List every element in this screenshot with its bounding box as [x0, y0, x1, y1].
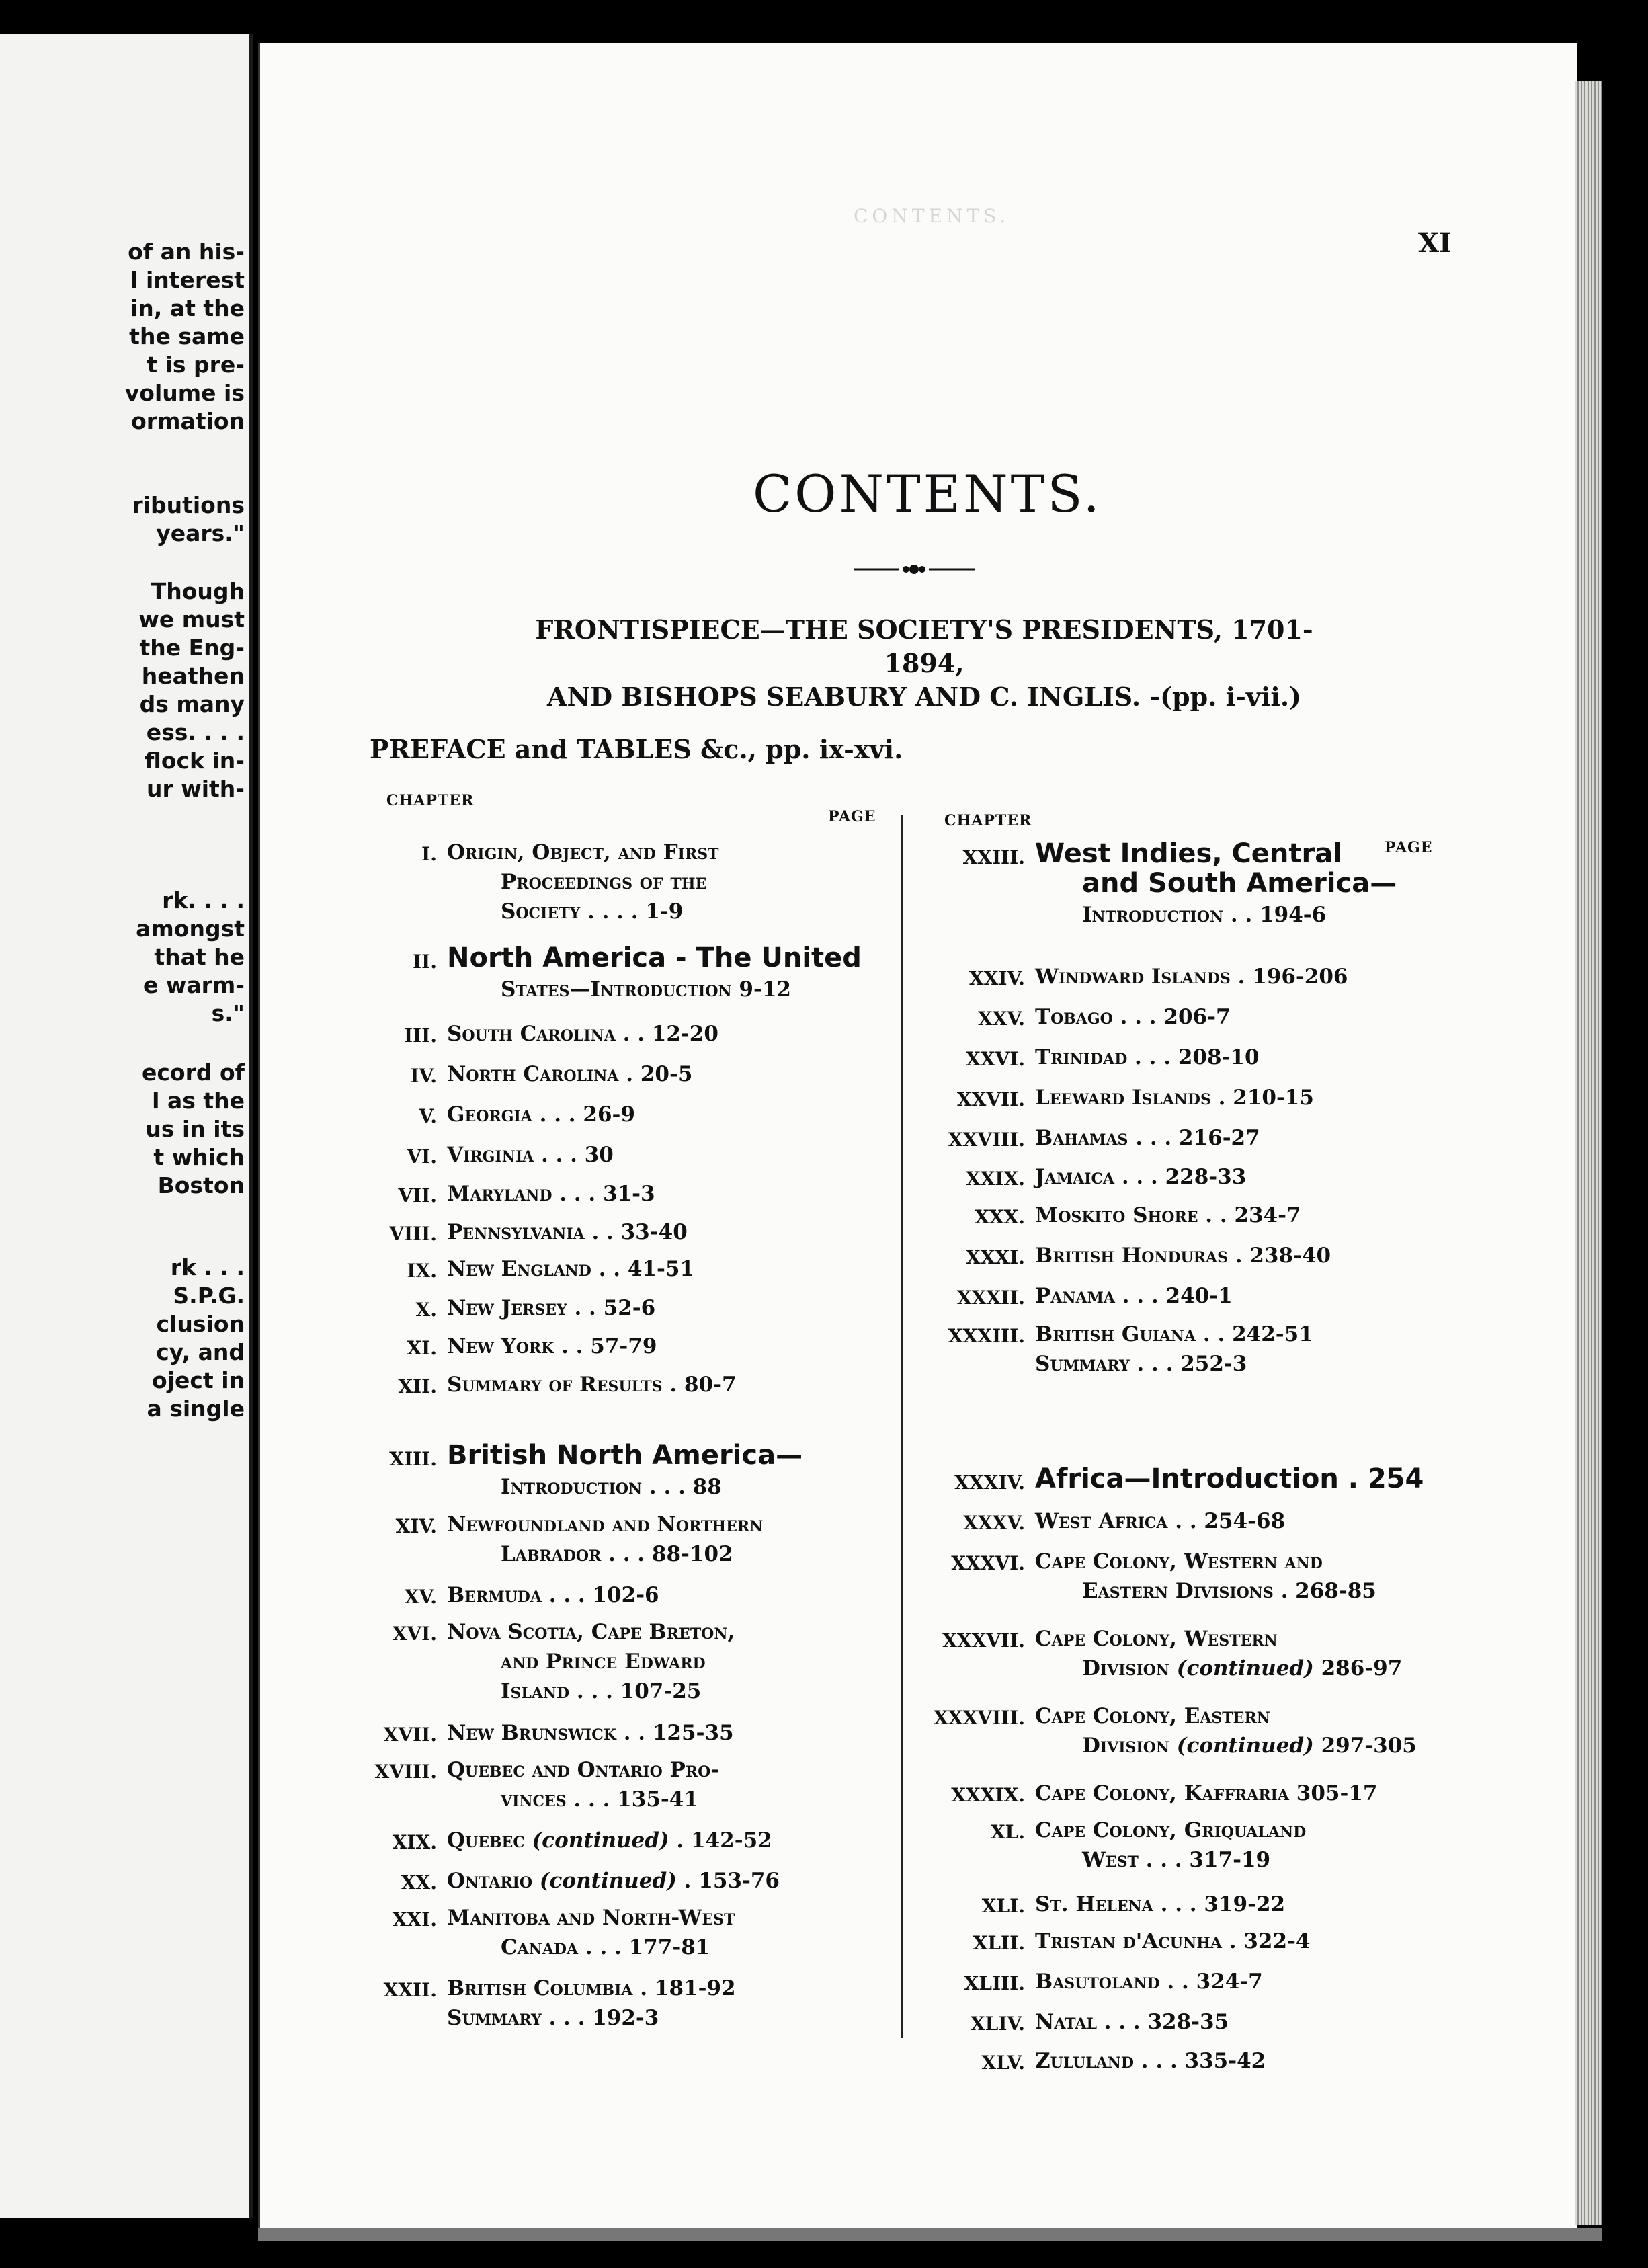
prev-line: we must — [138, 606, 245, 633]
chapter-number: VI. — [407, 1145, 437, 1168]
chapter-title-line: North America - The United — [447, 942, 862, 973]
chapter-number: XXXVII. — [942, 1629, 1025, 1652]
chapter-title-line: Introduction . . 194-6 — [1082, 903, 1327, 927]
chapter-number: XVI. — [392, 1623, 437, 1645]
page-label-right: PAGE — [1385, 839, 1433, 856]
chapter-number: XXI. — [392, 1908, 437, 1931]
prev-line: heathen — [141, 663, 245, 689]
prev-line: t which — [153, 1144, 245, 1170]
chapter-number: XXVIII. — [948, 1129, 1025, 1151]
chapter-title-line: Society . . . . 1-9 — [501, 899, 684, 924]
chapter-number: XXXV. — [963, 1512, 1025, 1534]
chapter-number: XXIV. — [969, 967, 1025, 989]
chapter-number: XXIII. — [962, 846, 1025, 868]
chapter-title-line: Manitoba and North-West — [447, 1906, 735, 1930]
chapter-number: IV. — [410, 1065, 437, 1087]
chapter-title-line: British North America— — [447, 1440, 803, 1471]
chapter-number: XIV. — [395, 1515, 437, 1537]
chapter-number: XLIV. — [970, 2013, 1025, 2035]
chapter-title-line: Basutoland . . 324-7 — [1035, 1970, 1263, 1994]
chapter-number: XIX. — [392, 1831, 437, 1853]
chapter-title-line: Division (continued) 286-97 — [1082, 1656, 1403, 1680]
chapter-title-line: North Carolina . 20-5 — [447, 1062, 693, 1086]
chapter-number: XXV. — [977, 1008, 1025, 1030]
chapter-number: X. — [415, 1299, 437, 1321]
chapter-number: XL. — [990, 1821, 1025, 1843]
chapter-number: XXXI. — [965, 1246, 1025, 1268]
chapter-number: V. — [419, 1105, 437, 1127]
chapter-title-line: Canada . . . 177-81 — [501, 1935, 710, 1959]
chapter-title-line: West Africa . . 254-68 — [1035, 1509, 1286, 1533]
chapter-number: XV. — [404, 1586, 437, 1608]
chapter-title-line: Bahamas . . . 216-27 — [1035, 1126, 1260, 1150]
prev-line: us in its — [145, 1116, 245, 1142]
chapter-title-line: British Honduras . 238-40 — [1035, 1244, 1331, 1268]
chapter-number: XXVII. — [956, 1088, 1025, 1110]
frontispiece-line: FRONTISPIECE—THE SOCIETY'S PRESIDENTS, 1701-1894, — [535, 614, 1313, 678]
chapter-title-line: Moskito Shore . . 234-7 — [1035, 1203, 1301, 1227]
page-title: CONTENTS. — [753, 464, 1102, 524]
chapter-number: XXXVI. — [951, 1552, 1025, 1574]
chapter-title-line: Panama . . . 240-1 — [1035, 1284, 1233, 1308]
prev-line: l as the — [152, 1088, 245, 1114]
chapter-number: III. — [403, 1024, 437, 1047]
frontispiece-line: AND BISHOPS SEABURY AND C. INGLIS. -(pp. i-vii.) — [546, 682, 1302, 712]
frontispiece-heading — [497, 613, 1351, 714]
chapter-title-line: Windward Islands . 196-206 — [1035, 965, 1348, 989]
prev-line: rk. . . . — [162, 887, 245, 914]
chapter-title-line: Ontario (continued) . 153-76 — [447, 1869, 780, 1893]
chapter-title-line: West . . . 317-19 — [1082, 1848, 1271, 1872]
chapter-title-line: vinces . . . 135-41 — [501, 1787, 698, 1812]
prev-line: the same — [129, 323, 245, 350]
chapter-title-line: Eastern Divisions . 268-85 — [1082, 1579, 1376, 1603]
chapter-number: XXXVIII. — [934, 1707, 1025, 1729]
chapter-title-line: Natal . . . 328-35 — [1035, 2010, 1229, 2034]
chapter-title-line: Labrador . . . 88-102 — [501, 1542, 733, 1566]
prev-line: Though — [151, 578, 245, 604]
chapter-title-line: New Jersey . . 52-6 — [447, 1296, 656, 1320]
prev-line: flock in- — [145, 747, 245, 774]
continued-italic: (continued) — [539, 1869, 677, 1893]
chapter-number: XLI. — [981, 1895, 1025, 1917]
chapter-number: XXXIX. — [951, 1784, 1025, 1806]
chapter-title-line: Africa—Introduction . 254 — [1035, 1463, 1424, 1494]
chapter-number: XXVI. — [965, 1048, 1025, 1070]
chapter-title-line: Cape Colony, Western and — [1035, 1549, 1323, 1574]
chapter-title-line: Pennsylvania . . 33-40 — [447, 1220, 688, 1244]
chapter-title-line: Jamaica . . . 228-33 — [1035, 1165, 1247, 1189]
chapter-title-line: Division (continued) 297-305 — [1082, 1734, 1417, 1758]
prev-line: ributions — [132, 492, 245, 518]
chapter-number: XXXII. — [956, 1287, 1025, 1309]
previous-page — [0, 34, 253, 2218]
chapter-title-line: Summary . . . 192-3 — [447, 2006, 659, 2030]
chapter-title-line: South Carolina . . 12-20 — [447, 1022, 718, 1046]
page-number: XI — [1418, 227, 1452, 259]
chapter-title-line: Bermuda . . . 102-6 — [447, 1583, 659, 1607]
chapter-title-line: Tristan d'Acunha . 322-4 — [1035, 1929, 1311, 1953]
chapter-label-right: CHAPTER — [944, 812, 1032, 829]
prev-line: ur with- — [146, 776, 245, 802]
prev-line: s." — [211, 1000, 245, 1026]
prev-line: the Eng- — [139, 635, 245, 661]
continued-italic: (continued) — [532, 1828, 669, 1853]
prev-line: in, at the — [130, 295, 245, 321]
chapter-number: II. — [413, 950, 437, 973]
chapter-number: XIII. — [389, 1448, 437, 1470]
chapter-title-line: New York . . 57-79 — [447, 1334, 657, 1359]
chapter-title-line: Virginia . . . 30 — [447, 1143, 614, 1167]
chapter-number: XX. — [401, 1871, 437, 1894]
prev-line: e warm- — [143, 972, 245, 998]
chapter-number: XLII. — [973, 1932, 1025, 1954]
chapter-title-line: Proceedings of the — [501, 870, 707, 894]
chapter-title-line: Newfoundland and Northern — [447, 1512, 764, 1537]
preface-line: PREFACE and TABLES &c., pp. ix-xvi. — [370, 734, 903, 764]
continued-italic: (continued) — [1176, 1734, 1314, 1758]
prev-line: t is pre- — [147, 352, 245, 378]
prev-line: a single — [147, 1395, 245, 1422]
prev-line: ess. . . . — [146, 719, 245, 745]
chapter-title-line: Leeward Islands . 210-15 — [1035, 1086, 1314, 1110]
chapter-number: XLV. — [981, 2052, 1025, 2074]
prev-line: Boston — [157, 1172, 245, 1199]
prev-line: clusion — [156, 1311, 245, 1337]
chapter-number: XI. — [407, 1337, 437, 1359]
chapter-title-line: Cape Colony, Kaffraria 305-17 — [1035, 1781, 1378, 1806]
prev-line: amongst — [136, 916, 245, 942]
chapter-label-left: CHAPTER — [386, 792, 475, 809]
prev-line: volume is — [124, 380, 245, 406]
chapter-number: VIII. — [389, 1223, 437, 1245]
prev-line: l interest — [130, 267, 245, 293]
chapter-title-line: Tobago . . . 206-7 — [1035, 1005, 1231, 1029]
ornament-divider — [854, 561, 975, 577]
chapter-title-line: Summary . . . 252-3 — [1035, 1352, 1247, 1376]
column-divider — [901, 815, 903, 2038]
prev-line: that he — [154, 944, 245, 970]
chapter-title-line: and South America— — [1082, 868, 1397, 899]
prev-line: years." — [156, 520, 245, 546]
chapter-number: VII. — [398, 1184, 437, 1207]
chapter-number: I. — [421, 843, 437, 865]
chapter-number: IX. — [407, 1260, 437, 1282]
prev-line: ds many — [139, 691, 245, 717]
prev-line: ormation — [131, 408, 245, 434]
prev-line: S.P.G. — [173, 1283, 245, 1309]
page-edge — [1575, 81, 1602, 2225]
chapter-number: XVII. — [383, 1724, 437, 1746]
chapter-number: XVIII. — [374, 1760, 437, 1783]
chapter-title-line: Trinidad . . . 208-10 — [1035, 1045, 1260, 1069]
prev-line: oject in — [152, 1367, 245, 1393]
chapter-title-line: New Brunswick . . 125-35 — [447, 1721, 734, 1745]
chapter-title-line: British Columbia . 181-92 — [447, 1976, 736, 2000]
page-label-left: PAGE — [828, 808, 876, 825]
chapter-number: XLIII. — [964, 1972, 1025, 1994]
chapter-title-line: Summary of Results . 80-7 — [447, 1373, 737, 1397]
chapter-title-line: Georgia . . . 26-9 — [447, 1102, 635, 1127]
chapter-number: XII. — [398, 1375, 437, 1398]
chapter-number: XXXIV. — [954, 1471, 1025, 1494]
chapter-number: XXXIII. — [948, 1325, 1025, 1347]
show-through-header: CONTENTS. — [854, 205, 1010, 227]
chapter-title-line: Zululand . . . 335-42 — [1035, 2049, 1266, 2073]
chapter-title-line: Cape Colony, Western — [1035, 1627, 1278, 1651]
chapter-title-line: British Guiana . . 242-51 — [1035, 1322, 1313, 1346]
chapter-title-line: States—Introduction 9-12 — [501, 977, 791, 1002]
prev-line: ecord of — [141, 1059, 245, 1086]
chapter-title-line: Quebec (continued) . 142-52 — [447, 1828, 772, 1853]
prev-line: of an his- — [128, 239, 245, 265]
chapter-title-line: St. Helena . . . 319-22 — [1035, 1892, 1286, 1916]
chapter-title-line: Cape Colony, Eastern — [1035, 1704, 1270, 1728]
chapter-title-line: Cape Colony, Griqualand — [1035, 1818, 1307, 1842]
chapter-number: XXII. — [383, 1979, 437, 2001]
prev-line: rk . . . — [170, 1254, 245, 1281]
chapter-title-line: Maryland . . . 31-3 — [447, 1182, 655, 1206]
page-bottom-edge — [258, 2228, 1602, 2241]
chapter-title-line: Nova Scotia, Cape Breton, — [447, 1620, 735, 1644]
prev-line: cy, and — [156, 1339, 245, 1365]
chapter-title-line: and Prince Edward — [501, 1650, 706, 1674]
chapter-number: XXX. — [975, 1206, 1025, 1228]
chapter-number: XXIX. — [965, 1168, 1025, 1190]
chapter-title-line: Quebec and Ontario Pro- — [447, 1758, 720, 1782]
chapter-title-line: Introduction . . . 88 — [501, 1475, 722, 1499]
chapter-title-line: New England . . 41-51 — [447, 1257, 694, 1281]
chapter-title-line: Origin, Object, and First — [447, 840, 719, 864]
chapter-title-line: Island . . . 107-25 — [501, 1679, 702, 1703]
continued-italic: (continued) — [1176, 1656, 1314, 1680]
chapter-title-line: West Indies, Central — [1035, 838, 1342, 869]
